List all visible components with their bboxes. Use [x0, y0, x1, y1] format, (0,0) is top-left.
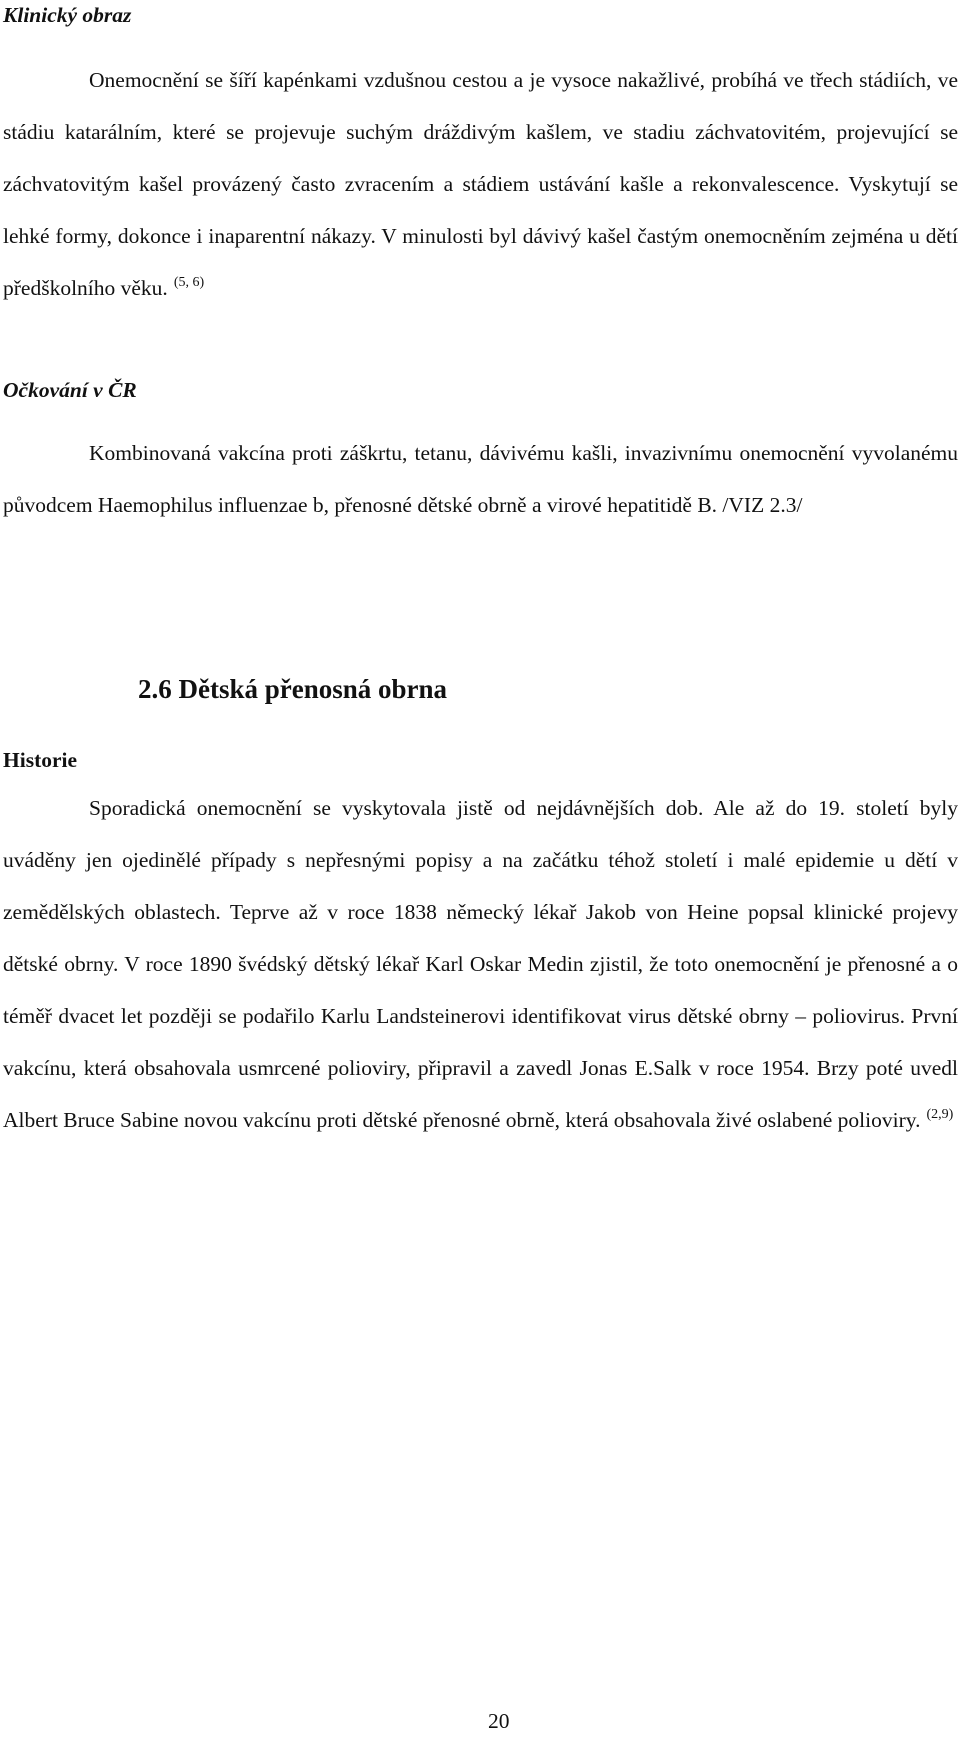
- clinical-picture-heading: Klinický obraz: [3, 3, 132, 27]
- vaccination-paragraph: Kombinovaná vakcína proti záškrtu, tetanu, dávivému kašli, invazivnímu onemocnění vyvolanému původcem Haemophilus influenzae b, přenosné dětské obrně a virové hepatitidě B. /VIZ 2.3/: [3, 441, 958, 517]
- history-text: Sporadická onemocnění se vyskytovala jistě od nejdávnějších dob. Ale až do 19. století byly uváděny jen ojedinělé případy s nepřesnými popisy a na začátku téhož století i malé epidemie u dětí v zemědělských oblastech. Teprve až v roce 1838 německý lékař Jakob von Heine popsal klinické projevy dětské obrny. V roce 1890 švédský dětský lékař Karl Oskar Medin zjistil, že toto onemocnění je přenosné a o téměř dvacet let později se podařilo Karlu Landsteinerovi identifikovat virus dětské obrny – poliovirus. První vakcínu, která obsahovala usmrcené polioviry, připravil a zavedl Jonas E.Salk v roce 1954. Brzy poté uvedl Albert Bruce Sabine novou vakcínu proti dětské přenosné obrně, která obsahovala živé oslabené polioviry.: [3, 796, 958, 1132]
- history-paragraph: [3, 782, 958, 1146]
- clinical-citation: (5, 6): [173, 275, 205, 290]
- page-number: 20: [488, 1709, 510, 1733]
- history-heading: Historie: [3, 748, 78, 772]
- clinical-picture-text: Onemocnění se šíří kapénkami vzdušnou cestou a je vysoce nakažlivé, probíhá ve třech stádiích, ve stádiu katarálním, které se projevuje suchým dráždivým kašlem, ve stadiu záchvatovitém, projevující se záchvatovitým kašel provázený často zvracením a stádiem ustávání kašle a rekonvalescence. Vyskytují se lehké formy, dokonce i inaparentní nákazy. V minulosti byl dávivý kašel častým onemocněním zejména u dětí předškolního věku.: [3, 68, 958, 300]
- vaccination-heading: Očkování v ČR: [3, 378, 137, 402]
- section-title: 2.6 Dětská přenosná obrna: [138, 674, 448, 704]
- clinical-picture-paragraph: [3, 54, 958, 314]
- history-citation: (2,9): [926, 1107, 954, 1122]
